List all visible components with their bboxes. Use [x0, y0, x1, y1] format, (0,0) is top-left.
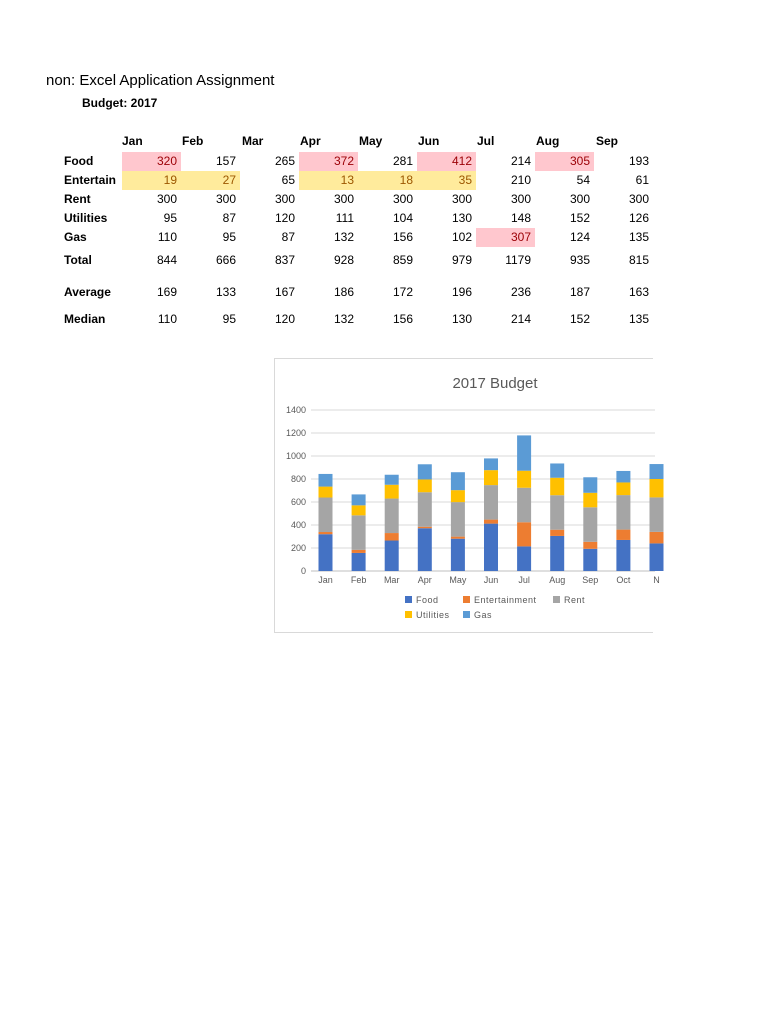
row-label-rent: Rent	[64, 192, 91, 206]
x-tick-label: Jan	[318, 575, 333, 585]
bar-gas-jul	[517, 435, 531, 470]
bar-rent-sep	[583, 507, 597, 542]
cell-utilities-jul[interactable]: 148	[510, 211, 531, 225]
bar-entertainment-may	[451, 537, 465, 539]
cell-food-jul[interactable]: 214	[510, 154, 531, 168]
bar-food-may	[451, 539, 465, 571]
bar-gas-feb	[352, 494, 366, 505]
x-tick-label: Jun	[483, 575, 499, 585]
bar-entertainment-jun	[484, 520, 498, 524]
month-header-jun: Jun	[418, 134, 440, 148]
cell-food-apr[interactable]: 372	[299, 152, 358, 171]
sheet-title-text: non: Excel Application Assignment	[46, 72, 275, 89]
cell-food-may[interactable]: 281	[392, 154, 413, 168]
cell-median-jan[interactable]: 110	[157, 312, 177, 326]
bar-rent-feb	[352, 515, 366, 550]
bar-entertainment-sep	[583, 542, 597, 549]
bar-food-n	[650, 543, 664, 571]
bar-rent-mar	[385, 499, 399, 534]
cell-gas-may[interactable]: 156	[392, 230, 413, 244]
legend-label-gas: Gas	[474, 610, 493, 620]
x-tick-label: Sep	[582, 575, 599, 585]
cell-total-sep[interactable]: 815	[628, 253, 649, 267]
cell-entertain-feb[interactable]: 27	[181, 171, 240, 190]
bar-gas-sep	[583, 477, 597, 493]
cell-median-jun[interactable]: 130	[451, 312, 472, 326]
cell-rent-feb[interactable]: 300	[215, 192, 236, 206]
sheet-subtitle: Budget: 2017	[82, 96, 158, 110]
cell-total-feb[interactable]: 666	[215, 253, 236, 267]
bar-rent-apr	[418, 492, 432, 526]
cell-rent-may[interactable]: 300	[392, 192, 413, 206]
x-tick-label: Jul	[518, 575, 530, 585]
bar-entertainment-n	[650, 532, 664, 544]
cell-average-apr[interactable]: 186	[333, 285, 354, 299]
cell-entertain-jul[interactable]: 210	[510, 173, 531, 187]
cell-total-jan[interactable]: 844	[156, 253, 177, 267]
cell-food-aug[interactable]: 305	[535, 152, 594, 171]
bar-food-jun	[484, 524, 498, 571]
cell-rent-mar[interactable]: 300	[274, 192, 295, 206]
bar-utilities-feb	[352, 505, 366, 515]
bar-utilities-mar	[385, 485, 399, 499]
cell-rent-jul[interactable]: 300	[510, 192, 531, 206]
bar-rent-jul	[517, 488, 531, 523]
bar-gas-apr	[418, 464, 432, 479]
cell-total-may[interactable]: 859	[392, 253, 413, 267]
bar-entertainment-mar	[385, 533, 399, 540]
cell-entertain-may[interactable]: 18	[358, 171, 417, 190]
bar-food-jul	[517, 546, 531, 571]
x-tick-label: Feb	[350, 575, 367, 585]
bar-entertainment-apr	[418, 527, 432, 528]
cell-gas-jul[interactable]: 307	[476, 228, 535, 247]
budget-table	[0, 0, 653, 340]
month-header-jul: Jul	[477, 134, 495, 148]
cell-food-jun[interactable]: 412	[417, 152, 476, 171]
cell-total-jul[interactable]: 1179	[505, 253, 531, 267]
bar-utilities-may	[451, 490, 465, 502]
cell-rent-jun[interactable]: 300	[451, 192, 472, 206]
row-label-utilities: Utilities	[64, 211, 108, 225]
bar-utilities-oct	[616, 482, 630, 495]
cell-gas-mar[interactable]: 87	[281, 230, 295, 244]
bar-entertainment-jan	[319, 532, 333, 534]
y-tick-label: 200	[290, 543, 306, 553]
bar-gas-may	[451, 472, 465, 490]
bar-utilities-aug	[550, 478, 564, 495]
cell-gas-jan[interactable]: 110	[157, 230, 177, 244]
cell-rent-aug[interactable]: 300	[569, 192, 590, 206]
y-tick-label: 400	[290, 520, 306, 530]
cell-gas-aug[interactable]: 124	[569, 230, 590, 244]
bar-rent-may	[451, 502, 465, 537]
bar-rent-aug	[550, 495, 564, 529]
month-header-mar: Mar	[242, 134, 264, 148]
bar-food-oct	[616, 540, 630, 571]
month-header-apr: Apr	[300, 134, 321, 148]
budget-chart[interactable]	[274, 358, 660, 633]
bar-utilities-jun	[484, 470, 498, 485]
cell-food-sep[interactable]: 193	[628, 154, 649, 168]
cell-rent-sep[interactable]: 300	[628, 192, 649, 206]
month-header-sep: Sep	[596, 134, 619, 148]
bar-rent-jan	[319, 498, 333, 533]
cell-average-feb[interactable]: 133	[215, 285, 236, 299]
cell-average-may[interactable]: 172	[392, 285, 413, 299]
cell-rent-jan[interactable]: 300	[156, 192, 177, 206]
bar-rent-oct	[616, 495, 630, 529]
cell-total-jun[interactable]: 979	[451, 253, 472, 267]
cell-average-aug[interactable]: 187	[569, 285, 590, 299]
x-tick-label: Aug	[549, 575, 566, 585]
x-tick-label: May	[449, 575, 467, 585]
legend-swatch-food	[405, 596, 412, 603]
cell-entertain-jan[interactable]: 19	[122, 171, 181, 190]
y-tick-label: 800	[290, 474, 306, 484]
x-tick-label: Oct	[616, 575, 631, 585]
cell-utilities-mar[interactable]: 120	[274, 211, 295, 225]
month-header-may: May	[359, 134, 383, 148]
legend-label-utilities: Utilities	[416, 610, 450, 620]
cell-food-feb[interactable]: 157	[215, 154, 236, 168]
row-label-gas: Gas	[64, 230, 87, 244]
cell-entertain-apr[interactable]: 13	[299, 171, 358, 190]
bar-food-jan	[319, 534, 333, 571]
cell-total-aug[interactable]: 935	[569, 253, 590, 267]
cell-median-may[interactable]: 156	[392, 312, 413, 326]
x-tick-label: N	[653, 575, 660, 585]
bar-gas-mar	[385, 475, 399, 485]
month-header-jan: Jan	[122, 134, 143, 148]
bar-gas-jun	[484, 458, 498, 470]
y-tick-label: 1200	[285, 428, 306, 438]
bar-gas-n	[650, 464, 664, 479]
cell-utilities-jun[interactable]: 130	[451, 211, 472, 225]
cell-gas-feb[interactable]: 95	[222, 230, 236, 244]
bar-food-sep	[583, 549, 597, 571]
bar-entertainment-aug	[550, 530, 564, 536]
cell-utilities-feb[interactable]: 87	[222, 211, 236, 225]
bar-utilities-n	[650, 479, 664, 497]
bar-entertainment-jul	[517, 522, 531, 546]
row-label-median: Median	[64, 312, 106, 326]
chart-svg	[275, 359, 660, 634]
cell-utilities-sep[interactable]: 126	[628, 211, 649, 225]
cell-entertain-mar[interactable]: 65	[281, 173, 295, 187]
bar-utilities-jul	[517, 471, 531, 488]
cell-median-feb[interactable]: 95	[222, 312, 236, 326]
cell-average-jan[interactable]: 169	[156, 285, 177, 299]
legend-label-rent: Rent	[564, 595, 586, 605]
cell-utilities-may[interactable]: 104	[392, 211, 413, 225]
row-label-total: Total	[64, 253, 92, 267]
bar-gas-jan	[319, 474, 333, 487]
y-tick-label: 1400	[285, 405, 306, 415]
month-header-feb: Feb	[182, 134, 204, 148]
y-tick-label: 1000	[285, 451, 306, 461]
month-header-aug: Aug	[536, 134, 560, 148]
y-tick-label: 0	[300, 566, 306, 576]
cell-average-jun[interactable]: 196	[451, 285, 472, 299]
cell-utilities-apr[interactable]: 111	[335, 211, 354, 225]
cell-entertain-aug[interactable]: 54	[576, 173, 590, 187]
bar-rent-jun	[484, 485, 498, 519]
legend-label-entertainment: Entertainment	[474, 595, 537, 605]
cell-median-mar[interactable]: 120	[274, 312, 295, 326]
bar-food-aug	[550, 536, 564, 571]
cell-entertain-sep[interactable]: 61	[635, 173, 649, 187]
bar-entertainment-oct	[616, 530, 630, 540]
row-label-entertain: Entertain	[64, 173, 117, 187]
cell-median-sep[interactable]: 135	[628, 312, 649, 326]
cell-entertain-jun[interactable]: 35	[417, 171, 476, 190]
cell-average-sep[interactable]: 163	[628, 285, 649, 299]
cell-median-aug[interactable]: 152	[569, 312, 590, 326]
legend-swatch-gas	[463, 611, 470, 618]
legend-label-food: Food	[416, 595, 439, 605]
bar-utilities-jan	[319, 487, 333, 498]
cell-food-mar[interactable]: 265	[274, 154, 295, 168]
bar-rent-n	[650, 497, 664, 532]
cell-rent-apr[interactable]: 300	[333, 192, 354, 206]
legend-swatch-rent	[553, 596, 560, 603]
x-tick-label: Mar	[383, 575, 400, 585]
cell-gas-sep[interactable]: 135	[628, 230, 649, 244]
bar-food-mar	[385, 541, 399, 571]
cell-food-jan[interactable]: 320	[122, 152, 181, 171]
bar-entertainment-feb	[352, 550, 366, 553]
row-label-average: Average	[64, 285, 111, 299]
cell-utilities-jan[interactable]: 95	[163, 211, 177, 225]
cell-median-jul[interactable]: 214	[510, 312, 531, 326]
legend-swatch-entertainment	[463, 596, 470, 603]
bar-gas-oct	[616, 471, 630, 483]
cell-gas-apr[interactable]: 132	[333, 230, 354, 244]
cell-total-apr[interactable]: 928	[333, 253, 354, 267]
cell-gas-jun[interactable]: 102	[451, 230, 472, 244]
y-tick-label: 600	[290, 497, 306, 507]
bar-utilities-apr	[418, 479, 432, 492]
legend-swatch-utilities	[405, 611, 412, 618]
bar-food-apr	[418, 528, 432, 571]
bar-utilities-sep	[583, 493, 597, 507]
row-label-food: Food	[64, 154, 94, 168]
x-tick-label: Apr	[417, 575, 432, 585]
bar-gas-aug	[550, 463, 564, 477]
cell-average-mar[interactable]: 167	[274, 285, 295, 299]
cell-median-apr[interactable]: 132	[333, 312, 354, 326]
chart-title: 2017 Budget	[452, 375, 538, 392]
cell-utilities-aug[interactable]: 152	[569, 211, 590, 225]
cell-total-mar[interactable]: 837	[274, 253, 295, 267]
cell-average-jul[interactable]: 236	[510, 285, 531, 299]
bar-food-feb	[352, 553, 366, 571]
